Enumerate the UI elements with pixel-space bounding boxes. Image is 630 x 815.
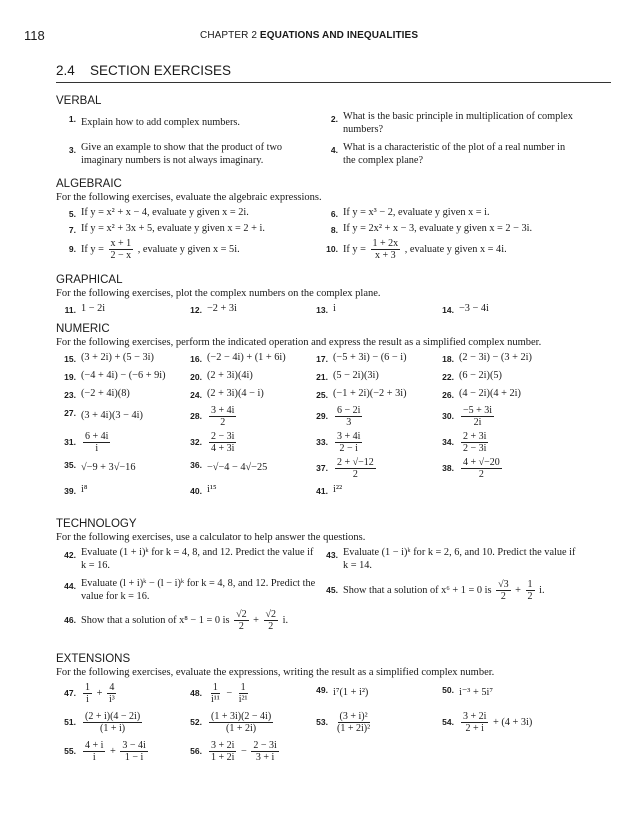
exercise-text (81, 711, 182, 734)
operator: + (107, 745, 119, 757)
exercise-text: −√−4 − 4√−25 (207, 462, 268, 474)
exercise-number: 23. (64, 390, 76, 400)
exercise-text: (5 − 2i)(3i) (333, 370, 379, 382)
exercise-item (56, 387, 182, 402)
exercise-item (182, 369, 308, 384)
exercise-number: 52. (190, 717, 202, 728)
exercise-item (318, 547, 580, 572)
expression-text: Show that a solution of x⁸ − 1 = 0 is (81, 614, 233, 626)
exercise-text: i⁻³ + 5i⁷ (459, 687, 493, 699)
exercise-item (182, 682, 308, 705)
fraction (83, 740, 105, 763)
exercise-text: Evaluate (1 + i)ᵏ for k = 4, 8, and 12. Predict the value if k = 16. (81, 547, 314, 571)
fraction-numerator: (1 + 3i)(2 − 4i) (211, 711, 272, 722)
fraction (264, 609, 279, 632)
exercise-text: −2 + 3i (207, 303, 237, 315)
exercise-number: 14. (442, 305, 454, 315)
exercise-item (308, 431, 434, 454)
fraction (83, 682, 92, 705)
fraction (335, 457, 376, 480)
fraction-denominator: i³ (108, 694, 115, 705)
exercise-number: 25. (316, 390, 328, 400)
fraction-denominator: (1 + i) (100, 723, 126, 734)
fraction (209, 682, 222, 705)
fraction (371, 238, 401, 261)
exercise-text: √−9 + 3√−16 (81, 462, 136, 474)
expression-text: + (4 + 3i) (490, 716, 533, 728)
expression-text: If y = (343, 243, 369, 255)
section-title-text: SECTION EXERCISES (90, 63, 232, 78)
extensions-grid (56, 682, 611, 763)
technology-intro: For the following exercises, use a calculator to help answer the questions. (56, 532, 366, 543)
exercise-item (434, 369, 560, 384)
fraction-numerator: 3 + 4i (211, 405, 235, 416)
fraction (335, 405, 362, 428)
chapter-title: EQUATIONS AND INEQUALITIES (259, 30, 419, 41)
exercise-item (56, 740, 182, 763)
fraction-denominator: 2 (527, 591, 533, 602)
exercise-item (56, 302, 182, 317)
fraction-denominator: i²¹ (238, 694, 248, 705)
fraction (461, 457, 502, 480)
fraction-denominator: 2 (220, 417, 226, 428)
fraction-denominator: (1 + 2i)² (337, 723, 371, 734)
exercise-text: (2 − 3i) − (3 + 2i) (459, 352, 532, 364)
exercise-number: 31. (64, 437, 76, 448)
exercise-text (81, 682, 182, 705)
exercise-text (333, 457, 434, 480)
exercise-text (459, 405, 560, 428)
exercise-number: 51. (64, 717, 76, 728)
verbal-heading: VERBAL (56, 95, 102, 107)
algebraic-intro: For the following exercises, evaluate the algebraic expressions. (56, 192, 322, 203)
exercise-item (318, 111, 580, 136)
exercise-item (182, 711, 308, 734)
fraction-numerator: 3 − 4i (122, 740, 146, 751)
exercise-item (434, 740, 560, 763)
exercise-item (318, 238, 580, 261)
exercise-number: 18. (442, 354, 454, 364)
exercise-item (56, 238, 318, 261)
fraction-denominator: i (95, 443, 99, 454)
exercise-item (56, 457, 182, 480)
exercise-text (333, 431, 434, 454)
exercise-item (434, 431, 560, 454)
algebraic-heading: ALGEBRAIC (56, 178, 122, 190)
fraction (526, 579, 535, 602)
fraction (251, 740, 278, 763)
numeric-section (56, 323, 611, 498)
exercise-number: 3. (68, 145, 76, 155)
exercise-item (182, 387, 308, 402)
exercise-text: i (333, 303, 336, 315)
exercise-number: 32. (190, 437, 202, 448)
fraction-denominator: 2 (478, 469, 484, 480)
expression-text: Show that a solution of x⁶ + 1 = 0 is (343, 584, 495, 596)
fraction-denominator: 1 − i (124, 752, 144, 763)
exercise-number: 37. (316, 463, 328, 474)
exercise-number: 21. (316, 372, 328, 382)
exercise-number: 1. (68, 114, 76, 124)
exercise-number: 43. (326, 550, 338, 560)
exercise-number: 2. (330, 114, 338, 124)
exercise-text: If y = 2x² + x − 3, evaluate y given x = 2 − 3i. (343, 223, 533, 235)
verbal-grid (56, 111, 611, 167)
exercise-text (333, 711, 434, 734)
expression-text: If y = (81, 243, 107, 255)
exercise-item (56, 405, 182, 428)
exercise-text: (3 + 4i)(3 − 4i) (81, 410, 143, 422)
extensions-heading: EXTENSIONS (56, 653, 131, 665)
exercise-text (333, 405, 434, 428)
numeric-intro: For the following exercises, perform the indicated operation and express the result as a simplified complex number. (56, 337, 542, 348)
exercise-text: Explain how to add complex numbers. (81, 117, 240, 129)
extensions-section (56, 653, 611, 763)
exercise-number: 48. (190, 688, 202, 699)
exercise-number: 13. (316, 305, 328, 315)
exercise-text: Give an example to show that the product of two imaginary numbers is not always imaginary. (81, 142, 283, 166)
exercise-number: 55. (64, 746, 76, 757)
exercise-number: 16. (190, 354, 202, 364)
fraction (234, 609, 249, 632)
exercise-number: 27. (64, 408, 76, 418)
exercise-text (207, 682, 308, 705)
exercise-item (434, 711, 560, 734)
fraction-denominator: 2 + i (465, 723, 484, 734)
exercise-text: (2 + 3i)(4i) (207, 370, 253, 382)
exercise-text: Evaluate (l + i)ᵏ − (l − i)ᵏ for k = 4, 8, and 12. Predict the value for k = 16. (81, 578, 316, 602)
exercise-text: (6 − 2i)(5) (459, 370, 502, 382)
exercise-item (56, 142, 318, 167)
page-header (24, 26, 606, 46)
algebraic-section (56, 178, 611, 261)
exercise-item (308, 483, 434, 498)
exercise-number: 26. (442, 390, 454, 400)
exercise-number: 54. (442, 717, 454, 728)
exercise-text: (−5 + 3i) − (6 − i) (333, 352, 407, 364)
exercise-text (459, 431, 560, 454)
page-number: 118 (24, 28, 45, 43)
fraction (120, 740, 147, 763)
chapter-heading (200, 30, 418, 41)
chapter-label: CHAPTER 2 (200, 30, 258, 41)
exercise-number: 45. (326, 585, 338, 596)
fraction-denominator: 4 + 3i (211, 443, 235, 454)
exercise-text: i⁸ (81, 484, 88, 496)
fraction-denominator: 2 (268, 621, 274, 632)
extensions-intro: For the following exercises, evaluate the expressions, writing the result as a simplified complex number. (56, 667, 495, 678)
exercise-number: 9. (68, 244, 76, 255)
exercise-text: i¹⁵ (207, 484, 217, 496)
exercise-number: 5. (68, 209, 76, 219)
exercise-item (434, 302, 560, 317)
exercise-number: 38. (442, 463, 454, 474)
fraction-numerator: 2 − 3i (253, 740, 277, 751)
exercise-number: 12. (190, 305, 202, 315)
fraction (209, 711, 273, 734)
exercise-number: 17. (316, 354, 328, 364)
exercise-item (56, 578, 318, 603)
exercise-item (182, 483, 308, 498)
exercise-text (81, 740, 182, 763)
fraction-denominator: 2 − 3i (463, 443, 487, 454)
exercise-item (434, 457, 560, 480)
exercise-number: 6. (330, 209, 338, 219)
exercise-text: −3 − 4i (459, 303, 489, 315)
fraction-numerator: x + 1 (110, 238, 132, 249)
exercise-item (182, 431, 308, 454)
fraction (335, 711, 372, 734)
operator: + (512, 584, 524, 596)
fraction (83, 711, 142, 734)
exercise-item (318, 222, 580, 237)
exercise-item (308, 302, 434, 317)
fraction-denominator: 2 − x (110, 250, 132, 261)
exercise-text (207, 711, 308, 734)
algebraic-grid (56, 206, 611, 261)
exercise-number: 11. (64, 305, 76, 315)
exercise-text (81, 431, 182, 454)
exercise-number: 40. (190, 486, 202, 496)
exercise-number: 33. (316, 437, 328, 448)
exercise-item (56, 547, 318, 572)
exercise-number: 22. (442, 372, 454, 382)
fraction-denominator: 2 (238, 621, 244, 632)
exercise-text: If y = x² + 3x + 5, evaluate y given x = 2 + i. (81, 223, 265, 235)
exercise-item (56, 431, 182, 454)
exercise-item (182, 740, 308, 763)
fraction-numerator: 1 + 2x (372, 238, 399, 249)
fraction (107, 682, 117, 705)
exercise-item (308, 740, 434, 763)
operator: + (250, 614, 262, 626)
exercise-text (207, 431, 308, 454)
exercise-text (459, 711, 560, 734)
exercise-text (207, 405, 308, 428)
exercise-text: Evaluate (1 − i)ᵏ for k = 2, 6, and 10. Predict the value if k = 14. (343, 547, 576, 571)
fraction-denominator: (1 + 2i) (226, 723, 257, 734)
exercise-item (56, 609, 318, 632)
fraction-denominator: i¹¹ (211, 694, 220, 705)
exercise-text: (2 + 3i)(4 − i) (207, 388, 264, 400)
fraction-denominator: 3 (346, 417, 352, 428)
fraction (83, 431, 110, 454)
exercise-item (308, 351, 434, 366)
expression-text: , evaluate y given x = 5i. (135, 243, 240, 255)
graphical-grid (56, 302, 611, 317)
exercise-item (56, 351, 182, 366)
section-number: 2.4 (56, 63, 75, 78)
fraction-numerator: √3 (498, 579, 509, 590)
exercise-item (182, 457, 308, 480)
verbal-section (56, 95, 611, 167)
exercise-text: 1 − 2i (81, 303, 106, 315)
exercise-item (434, 351, 560, 366)
exercise-text: i²² (333, 484, 343, 496)
fraction-numerator: √2 (236, 609, 247, 620)
fraction-numerator: √2 (265, 609, 277, 620)
fraction-numerator: 6 − 2i (337, 405, 361, 416)
numeric-grid (56, 351, 611, 498)
fraction-numerator: 2 + √−12 (337, 457, 374, 468)
exercise-number: 10. (326, 244, 338, 255)
exercise-item (434, 387, 560, 402)
fraction (109, 238, 134, 261)
exercise-item (56, 206, 318, 221)
exercise-item (308, 711, 434, 734)
exercise-number: 20. (190, 372, 202, 382)
graphical-intro: For the following exercises, plot the complex numbers on the complex plane. (56, 288, 381, 299)
exercise-item (308, 369, 434, 384)
fraction-numerator: (2 + i)(4 − 2i) (85, 711, 141, 722)
fraction (461, 405, 494, 428)
exercise-text: i⁷(1 + i²) (333, 687, 369, 699)
exercise-item (182, 351, 308, 366)
exercise-number: 39. (64, 486, 76, 496)
fraction-denominator: 2 − i (339, 443, 358, 454)
exercise-item (56, 682, 182, 705)
fraction-denominator: 2 (500, 591, 506, 602)
fraction-numerator: 4 + i (85, 740, 104, 751)
fraction-denominator: x + 3 (375, 250, 396, 261)
exercise-item (318, 206, 580, 221)
fraction-numerator: 1 (212, 682, 218, 693)
fraction-numerator: 3 + 4i (337, 431, 361, 442)
section-title (56, 63, 611, 83)
exercise-number: 49. (316, 685, 328, 695)
exercise-item (434, 405, 560, 428)
operator: + (94, 687, 105, 699)
fraction-numerator: 1 (240, 682, 246, 693)
expression-text: , evaluate y given x = 4i. (402, 243, 507, 255)
exercise-text: If y = x² + x − 4, evaluate y given x = 2i. (81, 207, 249, 219)
fraction (461, 711, 488, 734)
fraction-numerator: 4 + √−20 (463, 457, 500, 468)
exercise-item (434, 682, 560, 705)
exercise-item (434, 483, 560, 498)
operator: − (223, 687, 235, 699)
fraction-numerator: 2 − 3i (211, 431, 235, 442)
exercise-text: (−1 + 2i)(−2 + 3i) (333, 388, 407, 400)
exercise-item (318, 142, 580, 167)
exercise-item (308, 387, 434, 402)
fraction-denominator: 2 (352, 469, 358, 480)
numeric-heading: NUMERIC (56, 323, 110, 335)
exercise-number: 4. (330, 145, 338, 155)
expression-text: i. (280, 614, 289, 626)
fraction-numerator: 1 (85, 682, 90, 693)
fraction (461, 431, 488, 454)
exercise-number: 42. (64, 550, 76, 560)
exercise-text (81, 238, 318, 261)
exercise-item (318, 578, 580, 603)
graphical-heading: GRAPHICAL (56, 274, 123, 286)
technology-section (56, 518, 611, 632)
fraction-numerator: 3 + 2i (463, 711, 487, 722)
exercise-number: 19. (64, 372, 76, 382)
exercise-number: 15. (64, 354, 76, 364)
exercise-number: 28. (190, 411, 202, 422)
fraction-numerator: (3 + i)² (339, 711, 368, 722)
exercise-item (308, 405, 434, 428)
exercise-number: 50. (442, 685, 454, 695)
exercise-text: (−2 + 4i)(8) (81, 388, 130, 400)
fraction (209, 740, 236, 763)
fraction-numerator: 3 + 2i (211, 740, 235, 751)
exercise-number: 7. (68, 225, 76, 235)
fraction-numerator: −5 + 3i (463, 405, 493, 416)
exercise-number: 53. (316, 717, 328, 728)
fraction (209, 431, 236, 454)
fraction-denominator: i (86, 694, 89, 705)
exercise-text (343, 238, 580, 261)
exercise-number: 35. (64, 460, 76, 470)
graphical-section (56, 274, 611, 317)
fraction-denominator: i (92, 752, 96, 763)
exercise-number: 56. (190, 746, 202, 757)
exercise-number: 44. (64, 581, 76, 591)
exercise-item (308, 682, 434, 705)
exercise-number: 46. (64, 615, 76, 626)
fraction-numerator: 6 + 4i (85, 431, 109, 442)
exercise-text: (−2 − 4i) + (1 + 6i) (207, 352, 286, 364)
operator: − (238, 745, 250, 757)
exercise-number: 8. (330, 225, 338, 235)
exercise-text (459, 457, 560, 480)
fraction-denominator: 1 + 2i (211, 752, 235, 763)
exercise-item (182, 302, 308, 317)
exercise-number: 29. (316, 411, 328, 422)
exercise-number: 34. (442, 437, 454, 448)
fraction (335, 431, 362, 454)
exercise-item (56, 711, 182, 734)
exercise-item (308, 457, 434, 480)
fraction (209, 405, 236, 428)
exercise-text: (3 + 2i) + (5 − 3i) (81, 352, 154, 364)
exercise-item (56, 369, 182, 384)
exercise-item (182, 405, 308, 428)
exercise-number: 24. (190, 390, 202, 400)
fraction-numerator: 2 + 3i (463, 431, 487, 442)
exercise-text (207, 740, 308, 763)
exercise-item (56, 222, 318, 237)
fraction-numerator: 1 (527, 579, 533, 590)
fraction-denominator: 2i (473, 417, 482, 428)
exercise-number: 41. (316, 486, 328, 496)
technology-heading: TECHNOLOGY (56, 518, 137, 530)
exercise-number: 47. (64, 688, 76, 699)
exercise-item (56, 483, 182, 498)
exercise-number: 36. (190, 460, 202, 470)
exercise-text: If y = x³ − 2, evaluate y given x = i. (343, 207, 490, 219)
exercise-text: What is a characteristic of the plot of a real number in the complex plane? (343, 142, 566, 166)
technology-grid (56, 547, 611, 632)
fraction (237, 682, 250, 705)
fraction (496, 579, 511, 602)
exercise-text: (4 − 2i)(4 + 2i) (459, 388, 521, 400)
exercise-text: What is the basic principle in multiplication of complex numbers? (343, 111, 573, 135)
expression-text: i. (536, 584, 545, 596)
fraction-numerator: 4 (109, 682, 115, 693)
exercise-text: (−4 + 4i) − (−6 + 9i) (81, 370, 166, 382)
fraction-denominator: 3 + i (255, 752, 275, 763)
exercise-text (81, 609, 318, 632)
exercise-number: 30. (442, 411, 454, 422)
exercise-text (343, 579, 580, 602)
exercise-item (56, 111, 318, 136)
